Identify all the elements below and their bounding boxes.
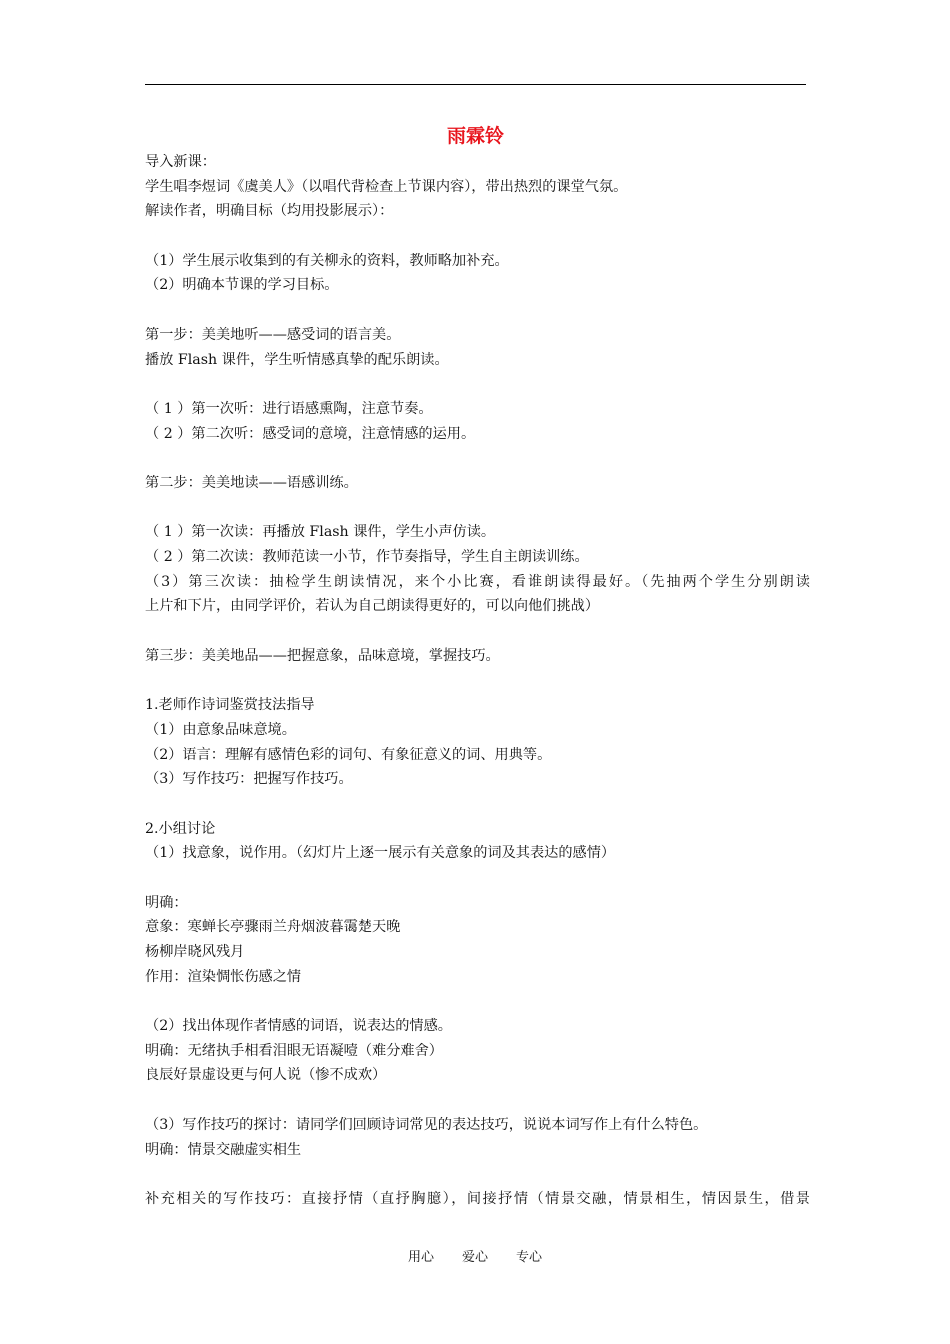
text-line: 2.小组讨论	[145, 820, 216, 837]
text-line: （3）写作技巧：把握写作技巧。	[145, 771, 353, 788]
text-line: 明确：	[145, 894, 188, 911]
document-body	[145, 150, 810, 1212]
blank-line	[145, 989, 810, 1014]
text-line: 1.老师作诗词鉴赏技法指导	[145, 697, 315, 714]
text-line: （3）第三次读：抽检学生朗读情况，来个小比赛，看谁朗读得最好。（先抽两个学生分别朗读	[145, 573, 810, 590]
blank-line	[145, 792, 810, 817]
text-line: 第二步：美美地读——语感训练。	[145, 474, 358, 491]
blank-line	[145, 668, 810, 693]
header-rule	[145, 84, 806, 85]
blank-line	[145, 1162, 810, 1187]
blank-line	[145, 372, 810, 397]
text-line: 意象：寒蝉长亭骤雨兰舟烟波暮霭楚天晚	[145, 919, 401, 936]
text-line: 第一步：美美地听——感受词的语言美。	[145, 326, 401, 343]
text-line: （ 2 ）第二次听：感受词的意境，注意情感的运用。	[145, 425, 476, 442]
text-line: （2）明确本节课的学习目标。	[145, 277, 339, 294]
text-line: 良辰好景虚设更与何人说（惨不成欢）	[145, 1067, 387, 1084]
text-line: 明确：情景交融虚实相生	[145, 1141, 302, 1158]
text-line: 杨柳岸晓风残月	[145, 944, 245, 960]
blank-line	[145, 446, 810, 471]
text-line: （ 2 ）第二次读：教师范读一小节，作节奏指导，学生自主朗读训练。	[145, 549, 589, 565]
text-line: 补充相关的写作技巧：直接抒情（直抒胸臆），间接抒情（情景交融，情景相生，情因景生，借景	[145, 1190, 810, 1207]
text-line: 第三步：美美地品——把握意象，品味意境，掌握技巧。	[145, 647, 500, 664]
text-line: 明确：无绪执手相看泪眼无语凝噎（难分难舍）	[145, 1042, 443, 1059]
page-footer	[0, 1249, 950, 1267]
blank-line	[145, 866, 810, 891]
text-line: （1）学生展示收集到的有关柳永的资料，教师略加补充。	[145, 252, 509, 269]
footer-word: 专心	[516, 1250, 543, 1265]
text-line: （ 1 ）第一次听：进行语感熏陶，注意节奏。	[145, 400, 433, 417]
text-line: （2）找出体现作者情感的词语，说表达的情感。	[145, 1018, 452, 1035]
text-line: （ 1 ）第一次读：再播放 Flash 课件，学生小声仿读。	[145, 524, 496, 541]
blank-line	[145, 224, 810, 249]
blank-line	[145, 298, 810, 323]
blank-line	[145, 1088, 810, 1113]
text-line: （2）语言：理解有感情色彩的词句、有象征意义的词、用典等。	[145, 746, 552, 763]
footer-word: 用心	[407, 1250, 434, 1265]
text-line: 播放 Flash 课件，学生听情感真挚的配乐朗读。	[145, 351, 449, 368]
footer-word: 爱心	[461, 1250, 488, 1265]
blank-line	[145, 496, 810, 521]
text-line: 作用：渲染惆怅伤感之情	[145, 968, 302, 985]
text-line: （1）由意象品味意境。	[145, 721, 296, 738]
text-line: 上片和下片，由同学评价，若认为自己朗读得更好的，可以向他们挑战）	[145, 598, 600, 615]
text-line: （3）写作技巧的探讨：请同学们回顾诗词常见的表达技巧，说说本词写作上有什么特色。	[145, 1116, 708, 1133]
page-title: 雨霖铃	[446, 125, 504, 147]
text-line: 学生唱李煜词《虞美人》（以唱代背检查上节课内容），带出热烈的课堂气氛。	[145, 178, 628, 195]
text-line: 解读作者，明确目标（均用投影展示）：	[145, 203, 394, 220]
text-line: 导入新课：	[145, 154, 216, 170]
text-line: （1）找意象，说作用。（幻灯片上逐一展示有关意象的词及其表达的感情）	[145, 845, 616, 862]
blank-line	[145, 619, 810, 644]
